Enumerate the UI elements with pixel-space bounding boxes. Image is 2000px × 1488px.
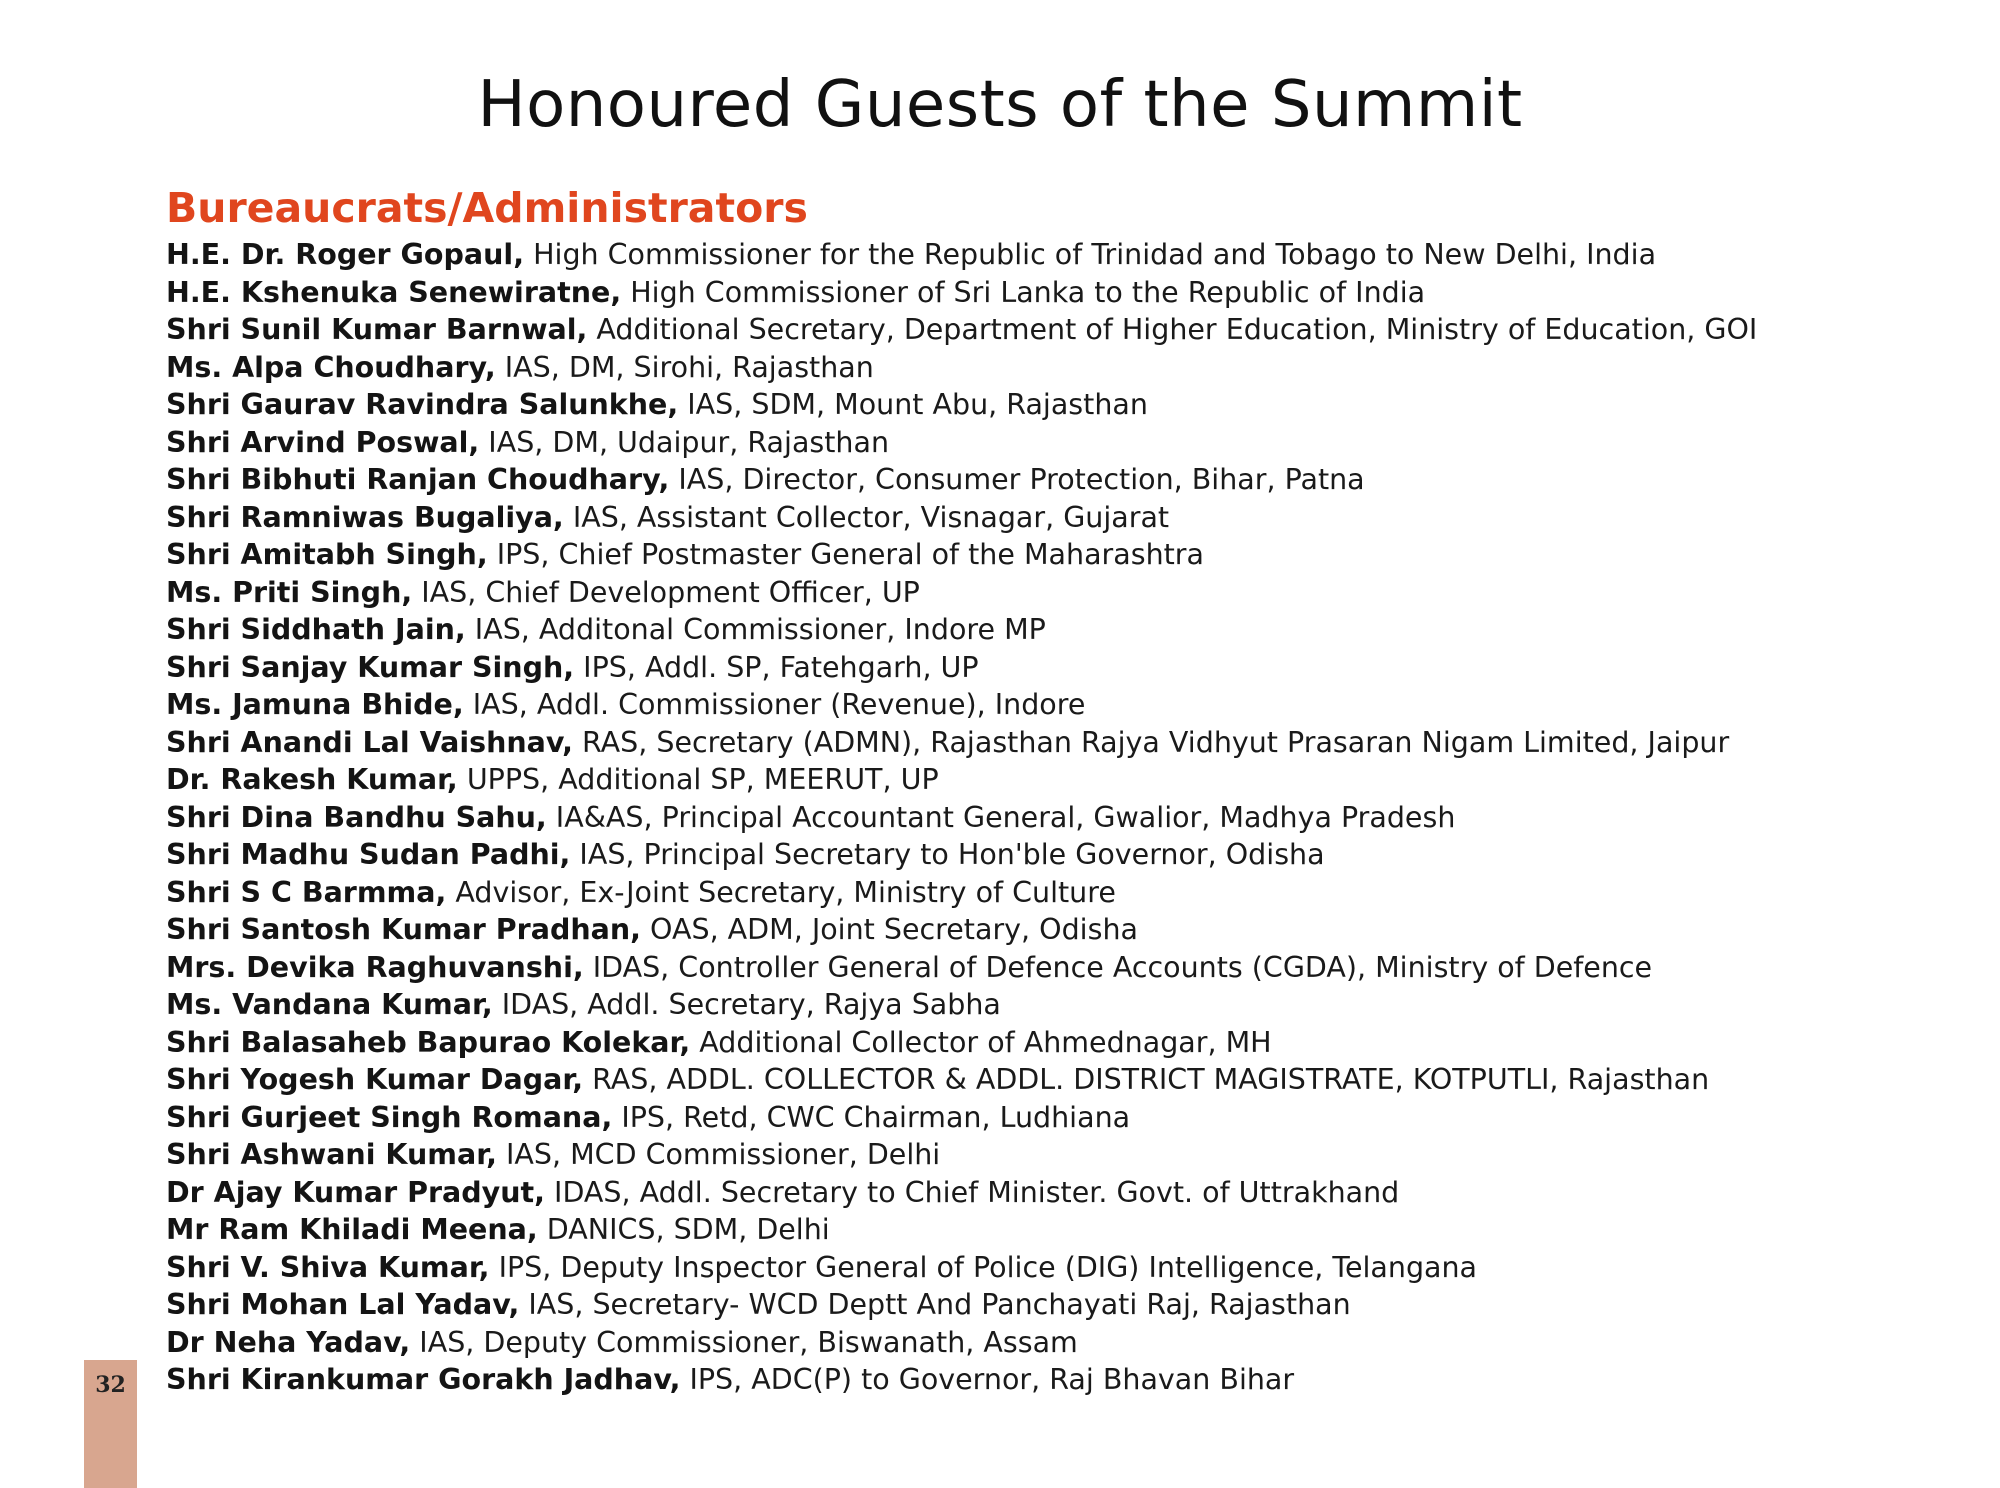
guest-entry [166,761,1966,799]
guest-details: IPS, Retd, CWC Chairman, Ludhiana [612,1100,1131,1134]
guest-entry [166,461,1966,499]
guest-name: Shri Sanjay Kumar Singh, [166,650,575,684]
guest-details: IAS, MCD Commissioner, Delhi [496,1138,941,1171]
guest-name: Dr. Rakesh Kumar, [166,763,458,796]
guest-entry [166,1061,1966,1099]
guest-details: IAS, Additonal Commissioner, Indore MP [465,613,1046,646]
guest-name: Dr Neha Yadav, [166,1325,411,1359]
page-number-tab [84,1360,137,1488]
guest-details: IAS, Director, Consumer Protection, Bihar, Patna [669,463,1365,496]
guest-name: Ms. Alpa Choudhary, [166,350,496,384]
guest-name: Mrs. Devika Raghuvanshi, [166,950,584,984]
guest-details: IA&AS, Principal Accountant General, Gwalior, Madhya Pradesh [546,800,1456,834]
guest-name: Ms. Vandana Kumar, [166,988,493,1021]
guest-name: Shri Gurjeet Singh Romana, [166,1100,613,1134]
page-title: Honoured Guests of the Summit [477,68,1523,142]
guest-details: UPPS, Additional SP, MEERUT, UP [457,763,939,796]
guest-name: Mr Ram Khiladi Meena, [166,1213,538,1246]
guest-entry [166,724,1966,762]
guest-entry [166,799,1966,837]
guest-name: Ms. Jamuna Bhide, [166,688,464,721]
guest-details: IPS, Addl. SP, Fatehgarh, UP [574,650,979,684]
guest-details: OAS, ADM, Joint Secretary, Odisha [640,913,1138,946]
guest-name: Ms. Priti Singh, [166,575,413,609]
guest-details: IAS, DM, Udaipur, Rajasthan [479,425,890,459]
guest-name: H.E. Kshenuka Senewiratne, [166,275,622,309]
guest-details: IAS, Secretary- WCD Deptt And Panchayati Raj, Rajasthan [519,1288,1351,1321]
guest-name: Shri S C Barmma, [166,875,447,909]
guest-name: Shri Bibhuti Ranjan Choudhary, [166,463,670,496]
guest-name: H.E. Dr. Roger Gopaul, [166,238,525,271]
guest-entry [166,274,1966,312]
guest-details: RAS, Secretary (ADMN), Rajasthan Rajya Vidhyut Prasaran Nigam Limited, Jaipur [572,725,1730,759]
guest-details: IAS, Deputy Commissioner, Biswanath, Assam [410,1325,1078,1359]
guest-details: RAS, ADDL. COLLECTOR & ADDL. DISTRICT MAGISTRATE, KOTPUTLI, Rajasthan [583,1063,1710,1096]
guest-entry [166,386,1966,424]
guest-name: Shri Amitabh Singh, [166,538,488,571]
page-number: 32 [95,1372,126,1398]
guest-list [166,236,1966,1399]
section-heading: Bureaucrats/Administrators [166,184,808,232]
guest-entry [166,1136,1966,1174]
guest-entry [166,536,1966,574]
guest-entry [166,311,1966,349]
guest-entry [166,236,1966,274]
guest-details: Advisor, Ex-Joint Secretary, Ministry of Culture [446,875,1116,909]
guest-entry [166,1361,1966,1399]
guest-name: Shri Ashwani Kumar, [166,1138,497,1171]
guest-details: IPS, ADC(P) to Governor, Raj Bhavan Bihar [680,1363,1295,1396]
guest-entry [166,349,1966,387]
guest-details: IAS, SDM, Mount Abu, Rajasthan [678,388,1148,421]
guest-details: DANICS, SDM, Delhi [537,1213,830,1246]
guest-details: IPS, Deputy Inspector General of Police (DIG) Intelligence, Telangana [489,1250,1478,1284]
guest-details: IDAS, Addl. Secretary to Chief Minister. Govt. of Uttrakhand [545,1175,1400,1209]
guest-entry [166,874,1966,912]
guest-entry [166,649,1966,687]
guest-entry [166,1211,1966,1249]
guest-details: IAS, Addl. Commissioner (Revenue), Indore [463,688,1086,721]
guest-name: Shri Kirankumar Gorakh Jadhav, [166,1363,681,1396]
guest-entry [166,611,1966,649]
guest-name: Shri Ramniwas Bugaliya, [166,500,564,534]
guest-details: High Commissioner of Sri Lanka to the Republic of India [621,275,1426,309]
guest-entry [166,836,1966,874]
guest-details: IDAS, Controller General of Defence Accounts (CGDA), Ministry of Defence [583,950,1653,984]
guest-details: Additional Collector of Ahmednagar, MH [690,1025,1272,1059]
guest-name: Shri Dina Bandhu Sahu, [166,800,547,834]
guest-entry [166,574,1966,612]
guest-name: Shri Anandi Lal Vaishnav, [166,725,573,759]
guest-name: Shri Arvind Poswal, [166,425,480,459]
guest-name: Shri Siddhath Jain, [166,613,466,646]
guest-details: IAS, DM, Sirohi, Rajasthan [495,350,874,384]
guest-entry [166,686,1966,724]
guest-details: High Commissioner for the Republic of Trinidad and Tobago to New Delhi, India [524,238,1657,271]
guest-entry [166,911,1966,949]
guest-entry [166,986,1966,1024]
guest-name: Shri Balasaheb Bapurao Kolekar, [166,1025,691,1059]
guest-name: Shri Mohan Lal Yadav, [166,1288,520,1321]
guest-entry [166,1324,1966,1362]
guest-name: Shri Gaurav Ravindra Salunkhe, [166,388,679,421]
guest-entry [166,1174,1966,1212]
guest-name: Shri Yogesh Kumar Dagar, [166,1063,584,1096]
guest-details: IAS, Principal Secretary to Hon'ble Governor, Odisha [570,838,1325,871]
guest-details: IPS, Chief Postmaster General of the Maharashtra [487,538,1204,571]
guest-name: Shri V. Shiva Kumar, [166,1250,490,1284]
guest-name: Dr Ajay Kumar Pradyut, [166,1175,545,1209]
guest-name: Shri Madhu Sudan Padhi, [166,838,571,871]
guest-name: Shri Sunil Kumar Barnwal, [166,313,588,346]
guest-details: IAS, Assistant Collector, Visnagar, Gujarat [563,500,1170,534]
guest-entry [166,949,1966,987]
guest-entry [166,1286,1966,1324]
guest-entry [166,1099,1966,1137]
guest-details: IAS, Chief Development Officer, UP [412,575,920,609]
guest-entry [166,1024,1966,1062]
guest-details: Additional Secretary, Department of Higher Education, Ministry of Education, GOI [587,313,1758,346]
guest-name: Shri Santosh Kumar Pradhan, [166,913,641,946]
guest-entry [166,499,1966,537]
guest-details: IDAS, Addl. Secretary, Rajya Sabha [492,988,1001,1021]
guest-entry [166,424,1966,462]
guest-entry [166,1249,1966,1287]
